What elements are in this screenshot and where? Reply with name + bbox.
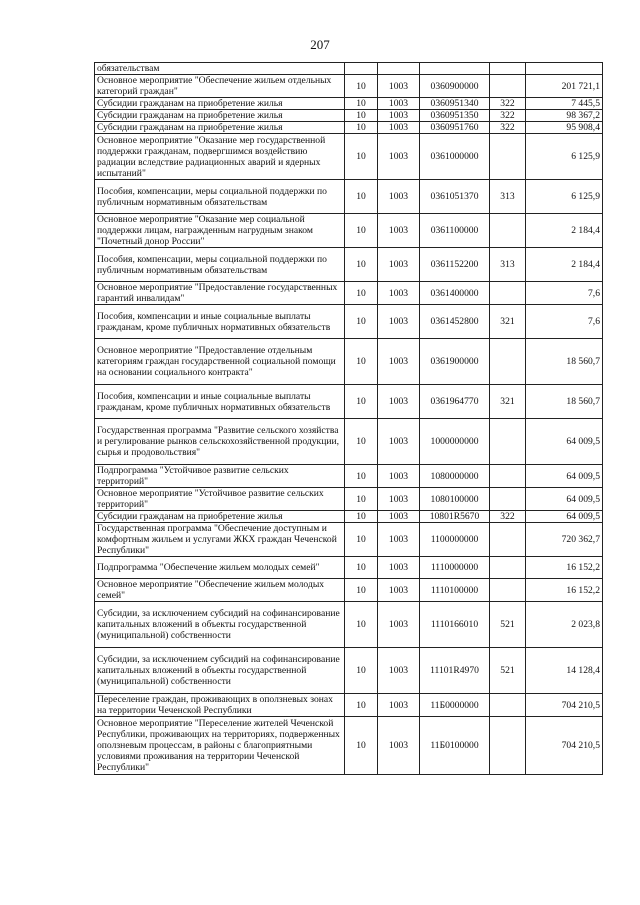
section-cell: 10 [345, 214, 378, 248]
table-row [95, 488, 603, 511]
target-article-cell: 1110100000 [420, 579, 490, 602]
amount-cell: 201 721,1 [526, 75, 603, 98]
target-article-cell: 0361152200 [420, 248, 490, 282]
subsection-cell: 1003 [378, 419, 420, 465]
subsection-cell: 1003 [378, 339, 420, 385]
target-article-cell: 1110000000 [420, 557, 490, 579]
target-article-cell: 1000000000 [420, 419, 490, 465]
target-article-cell [420, 63, 490, 75]
table-row [95, 305, 603, 339]
subsection-cell: 1003 [378, 648, 420, 694]
section-cell: 10 [345, 248, 378, 282]
table-row [95, 694, 603, 717]
section-cell: 10 [345, 511, 378, 523]
expense-type-cell [490, 75, 526, 98]
target-article-cell: 0361400000 [420, 282, 490, 305]
subsection-cell: 1003 [378, 717, 420, 775]
target-article-cell: 0360951340 [420, 98, 490, 110]
expense-type-cell: 521 [490, 602, 526, 648]
row-name-cell: Государственная программа "Развитие сельского хозяйства и регулирование рынков сельскохозяйственной продукции, сырья и продовольствия" [95, 419, 345, 465]
expense-type-cell [490, 339, 526, 385]
table-row [95, 248, 603, 282]
subsection-cell: 1003 [378, 122, 420, 134]
row-name-cell: обязательствам [95, 63, 345, 75]
expense-type-cell: 321 [490, 305, 526, 339]
table-body [95, 63, 603, 775]
expense-type-cell: 313 [490, 248, 526, 282]
row-name-cell: Основное мероприятие "Обеспечение жильем отдельных категорий граждан" [95, 75, 345, 98]
row-name-cell: Подпрограмма "Обеспечение жильем молодых семей" [95, 557, 345, 579]
subsection-cell: 1003 [378, 557, 420, 579]
table-row [95, 63, 603, 75]
section-cell: 10 [345, 75, 378, 98]
row-name-cell: Субсидии, за исключением субсидий на софинансирование капитальных вложений в объекты государственной (муниципальной) собственности [95, 648, 345, 694]
target-article-cell: 0361452800 [420, 305, 490, 339]
subsection-cell: 1003 [378, 602, 420, 648]
row-name-cell: Основное мероприятие "Устойчивое развитие сельских территорий" [95, 488, 345, 511]
section-cell: 10 [345, 180, 378, 214]
subsection-cell: 1003 [378, 214, 420, 248]
row-name-cell: Субсидии гражданам на приобретение жилья [95, 511, 345, 523]
subsection-cell: 1003 [378, 385, 420, 419]
section-cell: 10 [345, 134, 378, 180]
amount-cell: 64 009,5 [526, 465, 603, 488]
expense-type-cell [490, 717, 526, 775]
page-number: 207 [310, 37, 330, 52]
amount-cell: 6 125,9 [526, 134, 603, 180]
table-row [95, 75, 603, 98]
expense-type-cell: 322 [490, 511, 526, 523]
table-row [95, 602, 603, 648]
table-row [95, 98, 603, 110]
row-name-cell: Пособия, компенсации и иные социальные выплаты гражданам, кроме публичных нормативных обязательств [95, 305, 345, 339]
target-article-cell: 0360951350 [420, 110, 490, 122]
table-row [95, 180, 603, 214]
table-row [95, 385, 603, 419]
subsection-cell: 1003 [378, 465, 420, 488]
amount-cell: 18 560,7 [526, 339, 603, 385]
subsection-cell: 1003 [378, 511, 420, 523]
amount-cell: 98 367,2 [526, 110, 603, 122]
expense-type-cell: 521 [490, 648, 526, 694]
expense-type-cell: 322 [490, 98, 526, 110]
section-cell: 10 [345, 385, 378, 419]
amount-cell: 704 210,5 [526, 717, 603, 775]
subsection-cell: 1003 [378, 523, 420, 557]
row-name-cell: Субсидии гражданам на приобретение жилья [95, 98, 345, 110]
section-cell [345, 63, 378, 75]
target-article-cell: 0360951760 [420, 122, 490, 134]
table-row [95, 214, 603, 248]
budget-table [94, 62, 603, 775]
row-name-cell: Субсидии гражданам на приобретение жилья [95, 110, 345, 122]
amount-cell: 14 128,4 [526, 648, 603, 694]
expense-type-cell [490, 557, 526, 579]
table-row [95, 122, 603, 134]
table-row [95, 717, 603, 775]
row-name-cell: Государственная программа "Обеспечение доступным и комфортным жильем и услугами ЖКХ граждан Чеченской Республики" [95, 523, 345, 557]
amount-cell: 7,6 [526, 282, 603, 305]
table-row [95, 557, 603, 579]
row-name-cell: Основное мероприятие "Предоставление отдельным категориям граждан государственной социальной помощи на основании социального контракта" [95, 339, 345, 385]
amount-cell: 64 009,5 [526, 511, 603, 523]
expense-type-cell [490, 134, 526, 180]
subsection-cell: 1003 [378, 180, 420, 214]
row-name-cell: Пособия, компенсации, меры социальной поддержки по публичным нормативным обязательствам [95, 248, 345, 282]
target-article-cell: 0360900000 [420, 75, 490, 98]
amount-cell: 7 445,5 [526, 98, 603, 110]
section-cell: 10 [345, 717, 378, 775]
amount-cell: 18 560,7 [526, 385, 603, 419]
row-name-cell: Переселение граждан, проживающих в оползневых зонах на территории Чеченской Республики [95, 694, 345, 717]
target-article-cell: 11Б0000000 [420, 694, 490, 717]
subsection-cell: 1003 [378, 694, 420, 717]
target-article-cell: 11101R4970 [420, 648, 490, 694]
subsection-cell: 1003 [378, 488, 420, 511]
target-article-cell: 0361000000 [420, 134, 490, 180]
target-article-cell: 11Б0100000 [420, 717, 490, 775]
section-cell: 10 [345, 282, 378, 305]
amount-cell: 7,6 [526, 305, 603, 339]
section-cell: 10 [345, 465, 378, 488]
expense-type-cell [490, 63, 526, 75]
amount-cell: 16 152,2 [526, 579, 603, 602]
section-cell: 10 [345, 523, 378, 557]
expense-type-cell [490, 579, 526, 602]
table-row [95, 523, 603, 557]
section-cell: 10 [345, 694, 378, 717]
subsection-cell: 1003 [378, 282, 420, 305]
amount-cell: 720 362,7 [526, 523, 603, 557]
row-name-cell: Основное мероприятие "Оказание мер государственной поддержки гражданам, подвергшимся воздействию радиации вследствие радиационных аварий и ядерных испытаний" [95, 134, 345, 180]
row-name-cell: Основное мероприятие "Обеспечение жильем молодых семей" [95, 579, 345, 602]
section-cell: 10 [345, 602, 378, 648]
section-cell: 10 [345, 122, 378, 134]
target-article-cell: 10801R5670 [420, 511, 490, 523]
amount-cell [526, 63, 603, 75]
section-cell: 10 [345, 110, 378, 122]
target-article-cell: 1080100000 [420, 488, 490, 511]
target-article-cell: 1080000000 [420, 465, 490, 488]
table-row [95, 465, 603, 488]
amount-cell: 64 009,5 [526, 488, 603, 511]
amount-cell: 6 125,9 [526, 180, 603, 214]
expense-type-cell: 321 [490, 385, 526, 419]
subsection-cell: 1003 [378, 75, 420, 98]
target-article-cell: 0361964770 [420, 385, 490, 419]
section-cell: 10 [345, 488, 378, 511]
target-article-cell: 0361051370 [420, 180, 490, 214]
amount-cell: 64 009,5 [526, 419, 603, 465]
expense-type-cell [490, 488, 526, 511]
section-cell: 10 [345, 579, 378, 602]
target-article-cell: 1110166010 [420, 602, 490, 648]
table-row [95, 579, 603, 602]
expense-type-cell: 322 [490, 122, 526, 134]
subsection-cell: 1003 [378, 305, 420, 339]
expense-type-cell: 313 [490, 180, 526, 214]
amount-cell: 16 152,2 [526, 557, 603, 579]
expense-type-cell [490, 465, 526, 488]
subsection-cell: 1003 [378, 98, 420, 110]
section-cell: 10 [345, 419, 378, 465]
row-name-cell: Основное мероприятие "Оказание мер социальной поддержки лицам, награжденным нагрудным знаком "Почетный донор России" [95, 214, 345, 248]
section-cell: 10 [345, 305, 378, 339]
section-cell: 10 [345, 648, 378, 694]
amount-cell: 704 210,5 [526, 694, 603, 717]
subsection-cell: 1003 [378, 134, 420, 180]
table-row [95, 648, 603, 694]
table-row [95, 339, 603, 385]
section-cell: 10 [345, 557, 378, 579]
table-row [95, 419, 603, 465]
expense-type-cell [490, 523, 526, 557]
table-row [95, 110, 603, 122]
amount-cell: 95 908,4 [526, 122, 603, 134]
subsection-cell: 1003 [378, 110, 420, 122]
section-cell: 10 [345, 98, 378, 110]
expense-type-cell [490, 282, 526, 305]
table-row [95, 511, 603, 523]
amount-cell: 2 184,4 [526, 214, 603, 248]
row-name-cell: Основное мероприятие "Предоставление государственных гарантий инвалидам" [95, 282, 345, 305]
expense-type-cell [490, 214, 526, 248]
row-name-cell: Основное мероприятие "Переселение жителей Чеченской Республики, проживающих на территориях, подверженных оползневым процессам, в районы с благоприятными условиями проживания на территории Чеченской Республики" [95, 717, 345, 775]
row-name-cell: Субсидии гражданам на приобретение жилья [95, 122, 345, 134]
row-name-cell: Пособия, компенсации и иные социальные выплаты гражданам, кроме публичных нормативных обязательств [95, 385, 345, 419]
subsection-cell: 1003 [378, 248, 420, 282]
subsection-cell: 1003 [378, 579, 420, 602]
table-row [95, 282, 603, 305]
subsection-cell [378, 63, 420, 75]
expense-type-cell [490, 694, 526, 717]
section-cell: 10 [345, 339, 378, 385]
row-name-cell: Подпрограмма "Устойчивое развитие сельских территорий" [95, 465, 345, 488]
table-row [95, 134, 603, 180]
row-name-cell: Пособия, компенсации, меры социальной поддержки по публичным нормативным обязательствам [95, 180, 345, 214]
target-article-cell: 0361900000 [420, 339, 490, 385]
expense-type-cell [490, 419, 526, 465]
row-name-cell: Субсидии, за исключением субсидий на софинансирование капитальных вложений в объекты государственной (муниципальной) собственности [95, 602, 345, 648]
amount-cell: 2 023,8 [526, 602, 603, 648]
amount-cell: 2 184,4 [526, 248, 603, 282]
target-article-cell: 0361100000 [420, 214, 490, 248]
expense-type-cell: 322 [490, 110, 526, 122]
target-article-cell: 1100000000 [420, 523, 490, 557]
